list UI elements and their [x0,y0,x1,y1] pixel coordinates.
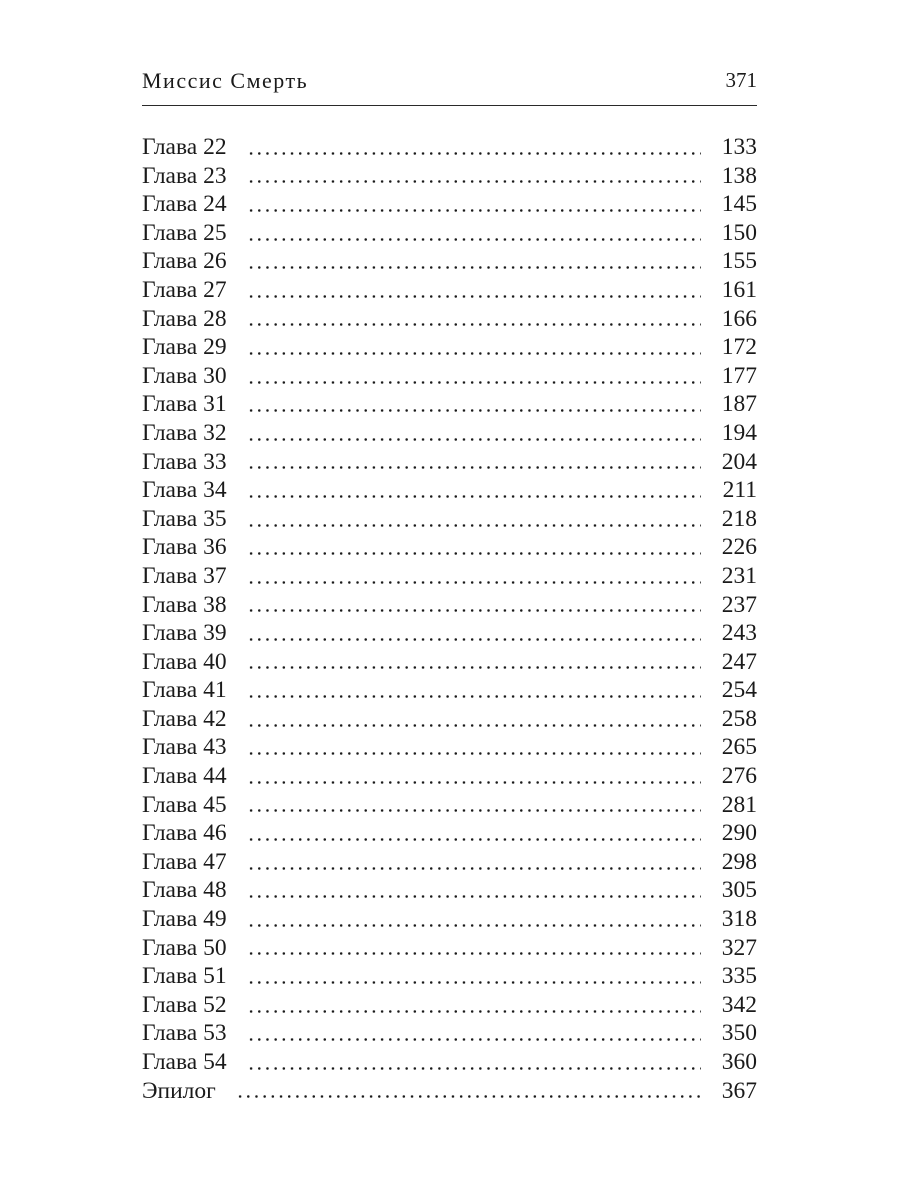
toc-entry [142,1019,757,1048]
dot-leader [247,752,701,755]
toc-entry [142,648,757,677]
toc-entry-page: 204 [721,448,757,475]
toc-entry-page: 247 [721,648,757,675]
toc-entry-label: Глава 47 [142,848,227,875]
dot-leader [247,781,701,784]
toc-entry-label: Глава 52 [142,991,227,1018]
toc-entry-page: 177 [721,362,757,389]
toc-entry-page: 231 [721,562,757,589]
toc-entry [142,791,757,820]
toc-entry-label: Глава 35 [142,505,227,532]
toc-entry [142,133,757,162]
dot-leader [247,180,701,183]
toc-entry [142,505,757,534]
toc-entry-page: 350 [721,1020,757,1047]
toc-entry-page: 318 [721,906,757,933]
toc-entry-label: Глава 48 [142,877,227,904]
toc-entry [142,934,757,963]
toc-entry-page: 327 [721,934,757,961]
dot-leader [247,952,701,955]
toc-entry [142,848,757,877]
toc-entry-page: 305 [721,877,757,904]
toc-entry [142,1077,757,1106]
toc-entry-label: Глава 26 [142,248,227,275]
toc-entry-page: 211 [722,477,757,504]
toc-entry [142,533,757,562]
toc-entry-page: 187 [721,391,757,418]
dot-leader [247,409,701,412]
dot-leader [247,666,701,669]
dot-leader [247,581,701,584]
toc-entry-label: Глава 33 [142,448,227,475]
toc-entry-page: 265 [721,734,757,761]
dot-leader [247,552,701,555]
dot-leader [247,981,701,984]
toc-entry [142,219,757,248]
table-of-contents [142,133,757,1105]
toc-entry [142,962,757,991]
toc-entry [142,390,757,419]
dot-leader [247,352,701,355]
toc-entry-page: 335 [721,963,757,990]
dot-leader [247,924,701,927]
toc-entry-label: Глава 22 [142,134,227,160]
toc-entry-label: Глава 42 [142,705,227,732]
toc-entry-label: Глава 29 [142,334,227,361]
dot-leader [247,238,701,241]
toc-entry [142,276,757,305]
toc-entry [142,905,757,934]
dot-leader [247,495,701,498]
toc-entry-label: Глава 54 [142,1049,227,1075]
toc-entry-label: Глава 37 [142,562,227,589]
toc-entry [142,448,757,477]
toc-entry [142,591,757,620]
toc-entry-label: Глава 24 [142,191,227,218]
dot-leader [247,381,701,384]
toc-entry-label: Глава 36 [142,534,227,561]
toc-entry [142,562,757,591]
dot-leader [247,867,701,870]
toc-entry-label: Глава 41 [142,677,227,704]
toc-entry-label: Глава 31 [142,391,227,418]
toc-entry-label: Глава 23 [142,162,227,189]
toc-entry [142,476,757,505]
toc-entry-label: Глава 45 [142,791,227,818]
dot-leader [247,695,701,698]
toc-entry-label: Глава 27 [142,276,227,303]
dot-leader [247,295,701,298]
toc-entry-page: 254 [721,677,757,704]
toc-entry-page: 172 [721,334,757,361]
toc-entry-page: 138 [721,162,757,189]
toc-entry [142,1048,757,1077]
dot-leader [236,1095,701,1098]
running-title: Миссис Смерть [142,68,309,93]
toc-entry-label: Глава 40 [142,648,227,675]
dot-leader [247,609,701,612]
toc-entry-page: 161 [721,276,757,303]
toc-entry-label: Глава 39 [142,620,227,647]
toc-entry [142,619,757,648]
dot-leader [247,838,701,841]
toc-entry-label: Эпилог [142,1077,216,1104]
toc-entry [142,676,757,705]
toc-entry [142,362,757,391]
toc-entry [142,305,757,334]
toc-entry-page: 237 [721,591,757,618]
toc-entry-page: 342 [721,991,757,1018]
dot-leader [247,1038,701,1041]
toc-entry [142,419,757,448]
toc-entry-page: 298 [721,848,757,875]
page-number: 371 [725,68,757,92]
dot-leader [247,209,701,212]
toc-entry-page: 226 [721,534,757,561]
dot-leader [247,1010,701,1013]
toc-entry-label: Глава 46 [142,820,227,847]
toc-entry-page: 360 [721,1049,757,1075]
dot-leader [247,724,701,727]
toc-entry-page: 258 [721,705,757,732]
toc-entry-label: Глава 44 [142,763,227,790]
dot-leader [247,323,701,326]
toc-entry-page: 133 [721,134,757,160]
running-head [142,68,757,98]
toc-entry-label: Глава 38 [142,591,227,618]
toc-entry [142,190,757,219]
toc-entry-page: 243 [721,620,757,647]
toc-entry-label: Глава 32 [142,419,227,446]
toc-entry-page: 194 [721,419,757,446]
toc-entry-label: Глава 51 [142,963,227,990]
toc-entry-label: Глава 25 [142,219,227,246]
dot-leader [247,809,701,812]
toc-entry [142,876,757,905]
toc-entry [142,733,757,762]
dot-leader [247,1067,701,1070]
toc-entry-label: Глава 43 [142,734,227,761]
header-rule [142,105,757,106]
toc-entry [142,705,757,734]
toc-entry [142,819,757,848]
dot-leader [247,152,701,155]
toc-entry-page: 367 [721,1077,757,1104]
toc-entry-label: Глава 30 [142,362,227,389]
dot-leader [247,438,701,441]
toc-entry [142,333,757,362]
toc-entry [142,991,757,1020]
toc-entry-label: Глава 49 [142,906,227,933]
toc-entry-label: Глава 34 [142,477,227,504]
toc-entry-page: 150 [721,219,757,246]
dot-leader [247,466,701,469]
toc-entry-page: 276 [721,763,757,790]
toc-entry-page: 218 [721,505,757,532]
toc-entry-label: Глава 53 [142,1020,227,1047]
toc-entry [142,247,757,276]
toc-entry-label: Глава 28 [142,305,227,332]
dot-leader [247,524,701,527]
toc-entry-label: Глава 50 [142,934,227,961]
toc-entry-page: 145 [721,191,757,218]
dot-leader [247,895,701,898]
toc-entry [142,762,757,791]
toc-entry-page: 290 [721,820,757,847]
toc-entry-page: 281 [721,791,757,818]
toc-entry [142,162,757,191]
toc-entry-page: 155 [721,248,757,275]
dot-leader [247,638,701,641]
dot-leader [247,266,701,269]
toc-entry-page: 166 [721,305,757,332]
